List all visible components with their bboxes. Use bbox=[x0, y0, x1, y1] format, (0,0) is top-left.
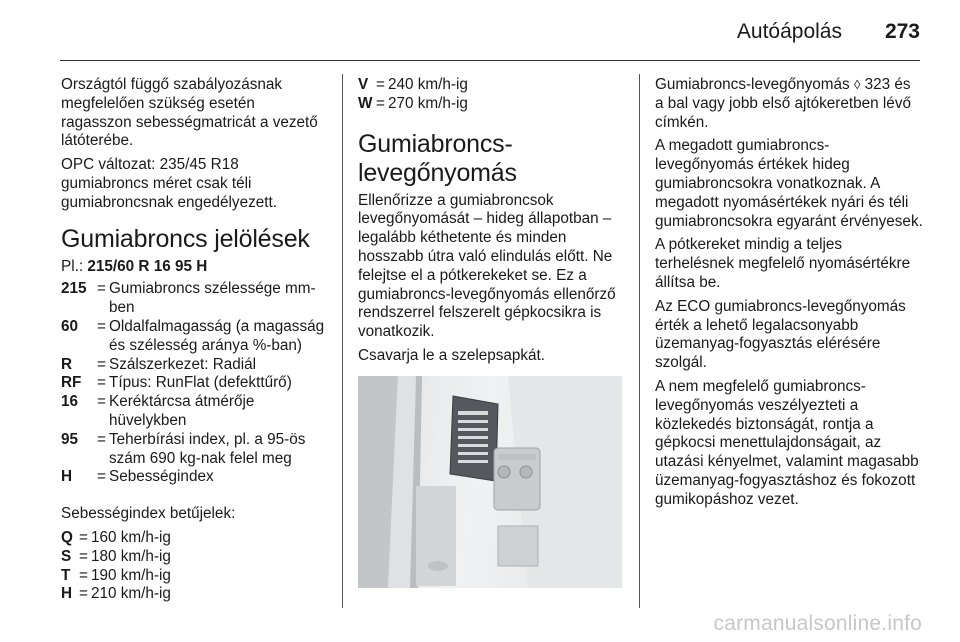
definition-row bbox=[61, 374, 329, 393]
section-heading: Gumiabroncs-levegőnyomás bbox=[358, 129, 517, 187]
definition-row bbox=[61, 431, 329, 469]
speed-row bbox=[61, 585, 329, 604]
speed-key: W bbox=[358, 94, 373, 112]
speed-index-intro: Sebességindex betűjelek: bbox=[61, 505, 236, 523]
equals-sign: = bbox=[79, 585, 88, 603]
def-key: 16 bbox=[61, 393, 79, 411]
equals-sign: = bbox=[79, 547, 88, 565]
section-title: Autóápolás bbox=[736, 20, 842, 43]
paragraph: Ellenőrizze a gumiabroncsok levegőnyomását – hideg állapotban – legalább kéthetente és minden hosszabb útra való elindulás előtt. Ne felejtse el a pótkerekeket se. Ez a gumiabroncs-levegőnyomás ellenőrző rendszerrel felszerelt gépkocsikra is vonatkozik. bbox=[358, 191, 616, 341]
def-key: 95 bbox=[61, 430, 79, 448]
speed-index-list-cont bbox=[358, 76, 624, 114]
text-span: és a bal vagy jobb első ajtókeretben lévő címkén. bbox=[655, 76, 911, 131]
def-value: Típus: RunFlat (defekttűrő) bbox=[109, 374, 292, 392]
tire-code-definitions bbox=[61, 280, 329, 487]
paragraph: A nem megfelelő gumiabroncs-levegőnyomás veszélyezteti a közlekedés biztonságát, rontja a gépkocsi menettulajdonságait, az utazási kényelmet, valamint magasabb üzemanyag-fogyasztáshoz és fokozott gumikopáshoz vezet. bbox=[655, 377, 919, 508]
tire-code-example bbox=[61, 258, 329, 277]
def-key: 215 bbox=[61, 280, 87, 298]
definition-row bbox=[61, 280, 329, 318]
definition-row bbox=[61, 356, 329, 375]
paragraph: OPC változat: 235/45 R18 gumiabroncs méret csak téli gumiabroncsnak engedélyezett. bbox=[61, 156, 277, 211]
equals-sign: = bbox=[97, 355, 106, 373]
speed-key: S bbox=[61, 547, 72, 565]
page-number: 273 bbox=[884, 20, 920, 43]
definition-row bbox=[61, 318, 329, 356]
def-key: R bbox=[61, 355, 73, 373]
speed-key: V bbox=[358, 76, 369, 93]
paragraph: A megadott gumiabroncs-levegőnyomás értékek hideg gumiabroncsokra vonatkoznak. A megadott nyomásértékek nyári és téli gumiabroncsokra egyaránt érvényesek. bbox=[655, 137, 923, 230]
page-ref-arrow-icon: ◊ bbox=[853, 77, 861, 92]
speed-index-list bbox=[61, 529, 329, 604]
paragraph bbox=[655, 76, 923, 132]
speed-key: T bbox=[61, 566, 71, 584]
def-key: 60 bbox=[61, 317, 79, 335]
def-value: Keréktárcsa átmérője hüvelykben bbox=[109, 393, 255, 429]
example-code: 215/60 R 16 95 H bbox=[87, 257, 208, 275]
equals-sign: = bbox=[376, 94, 385, 112]
speed-row bbox=[61, 567, 329, 586]
page-header bbox=[60, 18, 920, 61]
definition-row bbox=[61, 393, 329, 431]
equals-sign: = bbox=[79, 528, 88, 546]
equals-sign: = bbox=[97, 317, 106, 335]
speed-key: H bbox=[61, 585, 73, 603]
column-1 bbox=[61, 76, 329, 604]
section-heading: Gumiabroncs jelölések bbox=[61, 224, 310, 253]
speed-row bbox=[61, 548, 329, 567]
def-key: RF bbox=[61, 374, 82, 392]
page-ref[interactable]: 323 bbox=[860, 76, 891, 93]
speed-row bbox=[61, 529, 329, 548]
speed-row bbox=[358, 76, 624, 95]
speed-value: 160 km/h-ig bbox=[91, 528, 171, 546]
paragraph: Csavarja le a szelepsapkát. bbox=[358, 346, 546, 364]
column-2 bbox=[358, 76, 624, 588]
speed-key: Q bbox=[61, 528, 73, 546]
column-divider bbox=[342, 74, 343, 608]
speed-value: 240 km/h-ig bbox=[388, 76, 468, 93]
def-key: H bbox=[61, 468, 73, 486]
equals-sign: = bbox=[97, 430, 106, 448]
def-value: Sebességindex bbox=[109, 468, 214, 486]
equals-sign: = bbox=[97, 393, 106, 411]
speed-value: 210 km/h-ig bbox=[91, 585, 171, 603]
paragraph: A pótkereket mindig a teljes terhelésnek megfelelő nyomásértékre állítsa be. bbox=[655, 236, 911, 291]
equals-sign: = bbox=[79, 566, 88, 584]
equals-sign: = bbox=[376, 76, 385, 93]
door-frame-label-photo bbox=[358, 376, 622, 588]
door-frame-illustration bbox=[358, 376, 622, 588]
speed-row bbox=[358, 95, 624, 114]
column-divider bbox=[639, 74, 640, 608]
def-value: Szálszerkezet: Radiál bbox=[109, 355, 257, 373]
def-value: Gumiabroncs szélessége mm-ben bbox=[109, 280, 316, 317]
paragraph: Az ECO gumiabroncs-levegőnyomás érték a lehető legalacsonyabb üzemanyag-fogyasztás elérésére szolgál. bbox=[655, 297, 906, 372]
speed-value: 270 km/h-ig bbox=[388, 94, 468, 112]
watermark: carmanualsonline.info bbox=[713, 612, 922, 635]
example-prefix: Pl.: bbox=[61, 257, 88, 275]
speed-value: 190 km/h-ig bbox=[91, 566, 171, 584]
text-span: Gumiabroncs-levegőnyomás bbox=[655, 76, 854, 93]
paragraph: Országtól függő szabályozásnak megfelelően szükség esetén ragasszon sebességmatricát a vezető látóterébe. bbox=[61, 76, 318, 150]
equals-sign: = bbox=[97, 374, 106, 392]
equals-sign: = bbox=[97, 280, 106, 298]
equals-sign: = bbox=[97, 468, 106, 486]
definition-row bbox=[61, 468, 329, 487]
def-value: Oldalfalmagasság (a magasság és szélesség aránya %-ban) bbox=[109, 317, 325, 354]
speed-value: 180 km/h-ig bbox=[91, 547, 171, 565]
def-value: Teherbírási index, pl. a 95-ös szám 690 kg-nak felel meg bbox=[109, 430, 306, 467]
column-3 bbox=[655, 76, 923, 515]
